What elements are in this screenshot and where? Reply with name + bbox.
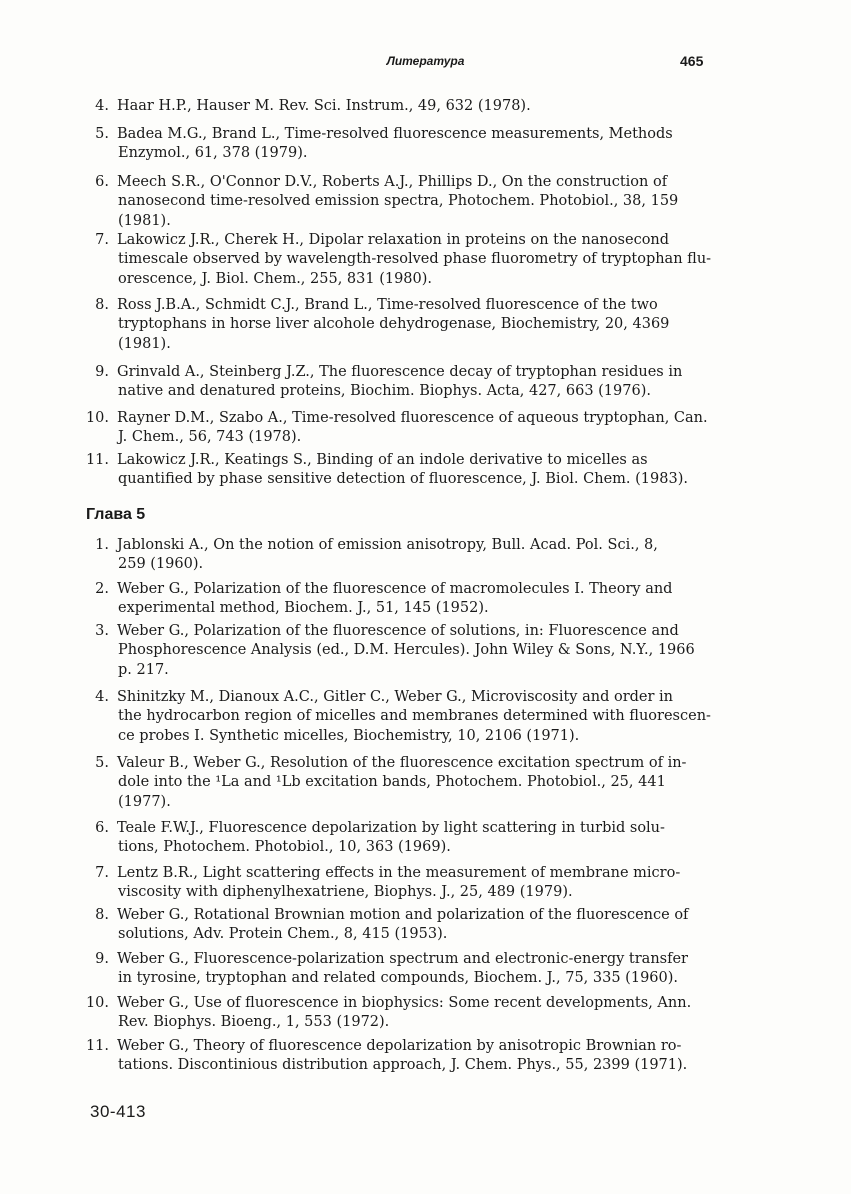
reference-text-line: Rayner D.M., Szabo A., Time-resolved fluorescence of aqueous tryptophan, Can.	[117, 410, 708, 426]
reference-text-line: Weber G., Theory of fluorescence depolarization by anisotropic Brownian ro-	[117, 1038, 682, 1054]
reference-text-line: viscosity with diphenylhexatriene, Biophys. J., 25, 489 (1979).	[118, 884, 573, 901]
reference-number: 4.	[95, 98, 109, 114]
reference-number: 10.	[85, 995, 109, 1011]
reference-text-line: Enzymol., 61, 378 (1979).	[118, 145, 308, 162]
reference-text-line: Jablonski A., On the notion of emission anisotropy, Bull. Acad. Pol. Sci., 8,	[117, 537, 658, 553]
reference-text-line: Grinvald A., Steinberg J.Z., The fluorescence decay of tryptophan residues in	[117, 364, 683, 380]
printer-signature: 30-413	[90, 1102, 146, 1121]
reference-text-line: Weber G., Polarization of the fluorescence of macromolecules I. Theory and	[117, 581, 673, 597]
reference-number: 5.	[95, 755, 109, 771]
reference-text-line: dole into the ¹La and ¹Lb excitation bands, Photochem. Photobiol., 25, 441	[118, 774, 666, 791]
reference-number: 1.	[95, 537, 109, 553]
reference-number: 8.	[95, 907, 109, 923]
reference-text-line: Weber G., Rotational Brownian motion and polarization of the fluorescence of	[117, 907, 689, 923]
reference-text-line: Haar H.P., Hauser M. Rev. Sci. Instrum., 49, 632 (1978).	[117, 98, 531, 114]
reference-text-line: (1981).	[118, 335, 171, 352]
reference-text-line: Ross J.B.A., Schmidt C.J., Brand L., Time-resolved fluorescence of the two	[117, 297, 658, 313]
reference-text-line: timescale observed by wavelength-resolved phase fluorometry of tryptophan flu-	[118, 251, 712, 268]
reference-text-line: Weber G., Polarization of the fluorescence of solutions, in: Fluorescence and	[117, 623, 679, 639]
reference-number: 8.	[95, 297, 109, 313]
reference-text-line: p. 217.	[118, 661, 169, 678]
reference-text-line: experimental method, Biochem. J., 51, 145 (1952).	[118, 600, 489, 617]
reference-text-line: Lakowicz J.R., Cherek H., Dipolar relaxation in proteins on the nanosecond	[117, 232, 670, 248]
reference-text-line: Valeur B., Weber G., Resolution of the fluorescence excitation spectrum of in-	[117, 755, 687, 771]
reference-number: 6.	[95, 174, 109, 190]
reference-number: 4.	[95, 689, 109, 705]
reference-text-line: Teale F.W.J., Fluorescence depolarization by light scattering in turbid solu-	[117, 820, 665, 836]
reference-text-line: (1981).	[118, 212, 171, 229]
reference-text-line: tions, Photochem. Photobiol., 10, 363 (1969).	[118, 839, 451, 856]
reference-text-line: Weber G., Use of fluorescence in biophysics: Some recent developments, Ann.	[117, 995, 692, 1011]
reference-text-line: Weber G., Fluorescence-polarization spectrum and electronic-energy transfer	[117, 951, 688, 967]
reference-text-line: Badea M.G., Brand L., Time-resolved fluorescence measurements, Methods	[117, 126, 673, 142]
reference-number: 11.	[85, 452, 109, 468]
reference-number: 9.	[95, 364, 109, 380]
reference-text-line: 259 (1960).	[118, 556, 204, 573]
running-head-title: Литература	[386, 54, 465, 68]
reference-text-line: Shinitzky M., Dianoux A.C., Gitler C., Weber G., Microviscosity and order in	[117, 689, 674, 705]
reference-number: 9.	[95, 951, 109, 967]
page-number: 465	[680, 53, 704, 69]
reference-number: 2.	[95, 581, 109, 597]
reference-text-line: the hydrocarbon region of micelles and membranes determined with fluorescen-	[118, 708, 711, 725]
reference-text-line: orescence, J. Biol. Chem., 255, 831 (1980).	[118, 270, 433, 287]
reference-text-line: tryptophans in horse liver alcohole dehydrogenase, Biochemistry, 20, 4369	[118, 316, 670, 333]
reference-text-line: native and denatured proteins, Biochim. Biophys. Acta, 427, 663 (1976).	[118, 383, 651, 400]
reference-text-line: solutions, Adv. Protein Chem., 8, 415 (1953).	[118, 926, 448, 943]
reference-number: 7.	[95, 865, 109, 881]
reference-text-line: Rev. Biophys. Bioeng., 1, 553 (1972).	[118, 1014, 390, 1031]
reference-number: 6.	[95, 820, 109, 836]
reference-text-line: tations. Discontinious distribution approach, J. Chem. Phys., 55, 2399 (1971).	[118, 1057, 688, 1074]
reference-text-line: Meech S.R., O'Connor D.V., Roberts A.J., Phillips D., On the construction of	[117, 174, 668, 190]
reference-text-line: in tyrosine, tryptophan and related compounds, Biochem. J., 75, 335 (1960).	[118, 970, 679, 987]
reference-number: 5.	[95, 126, 109, 142]
reference-text-line: Lakowicz J.R., Keatings S., Binding of an indole derivative to micelles as	[117, 452, 648, 468]
reference-text-line: nanosecond time-resolved emission spectra, Photochem. Photobiol., 38, 159	[118, 193, 679, 210]
reference-text-line: J. Chem., 56, 743 (1978).	[118, 429, 302, 446]
reference-number: 10.	[85, 410, 109, 426]
reference-text-line: ce probes I. Synthetic micelles, Biochemistry, 10, 2106 (1971).	[118, 727, 580, 744]
reference-text-line: (1977).	[118, 793, 171, 810]
reference-number: 3.	[95, 623, 109, 639]
reference-number: 11.	[85, 1038, 109, 1054]
reference-number: 7.	[95, 232, 109, 248]
chapter-heading: Глава 5	[86, 506, 146, 523]
reference-text-line: Lentz B.R., Light scattering effects in the measurement of membrane micro-	[117, 865, 681, 881]
reference-text-line: quantified by phase sensitive detection of fluorescence, J. Biol. Chem. (1983).	[118, 471, 688, 488]
reference-text-line: Phosphorescence Analysis (ed., D.M. Hercules). John Wiley & Sons, N.Y., 1966	[118, 642, 695, 659]
